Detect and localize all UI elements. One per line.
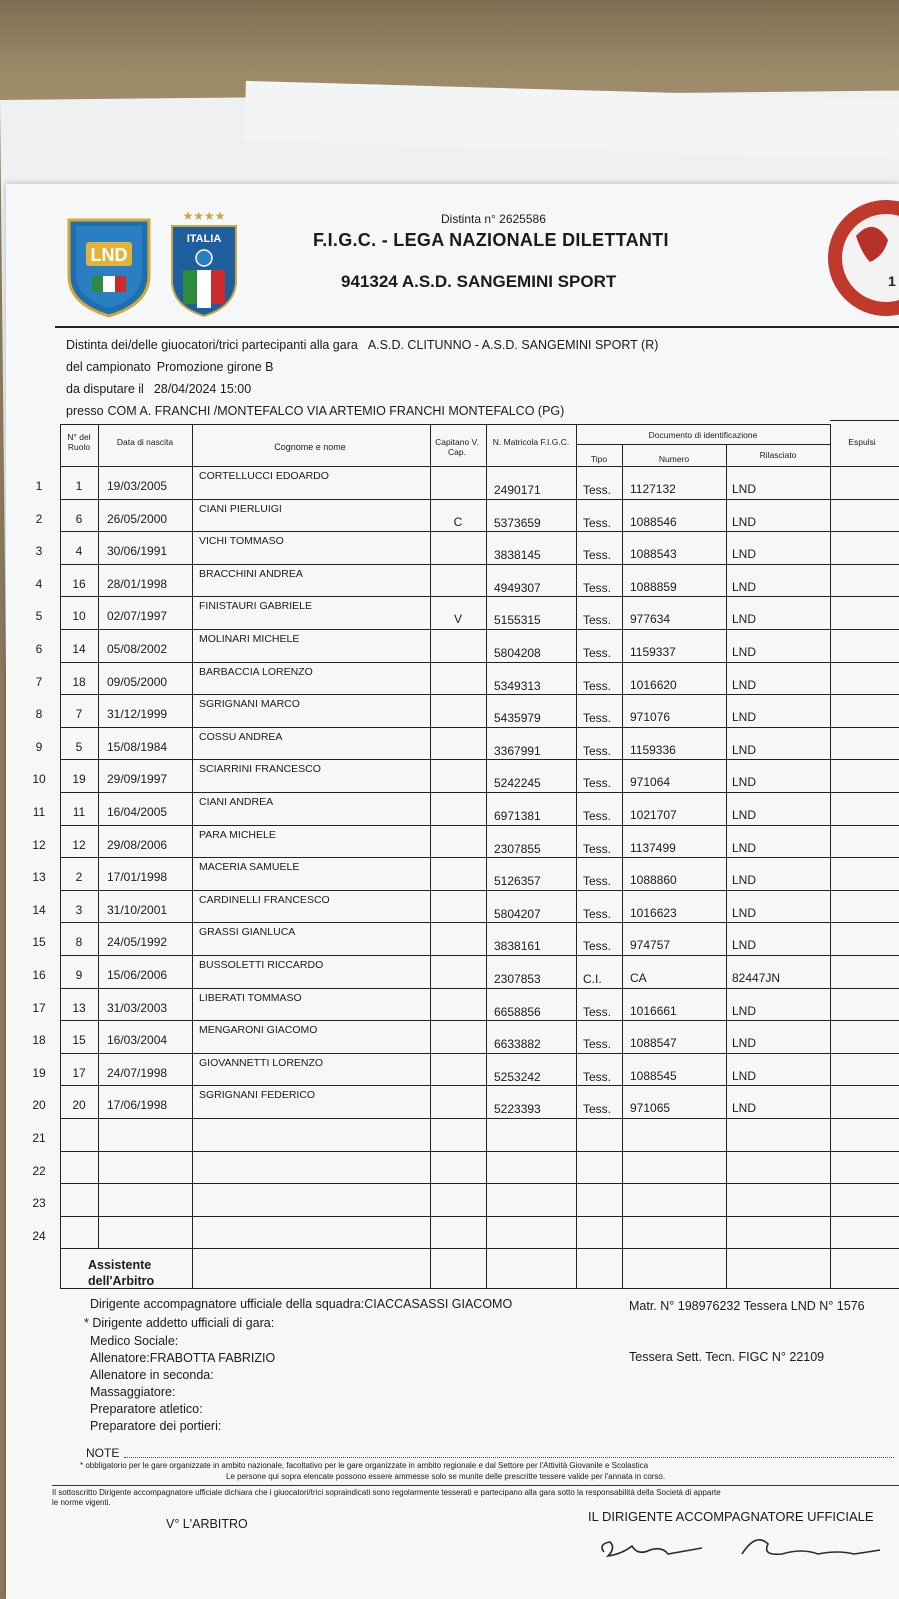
table-rule (60, 694, 899, 695)
cell-nascita: 15/08/1984 (107, 740, 168, 754)
cell-numero: 1159336 (630, 743, 676, 757)
cell-numero: 971076 (630, 710, 671, 724)
cell-numero: 1088546 (630, 515, 677, 529)
cell-ruolo: 14 (72, 642, 86, 656)
cell-ruolo: 9 (75, 968, 83, 982)
row-number: 4 (35, 577, 43, 591)
header-numero: Numero (658, 454, 690, 464)
cell-nome: GRASSI GIANLUCA (199, 926, 296, 938)
cell-nascita: 17/06/1998 (107, 1098, 168, 1112)
italia-figc-logo (169, 208, 239, 318)
cell-matricola: 4949307 (494, 581, 541, 595)
table-column-rule (622, 444, 623, 1288)
cell-ruolo: 18 (72, 675, 86, 689)
table-rule (60, 825, 899, 826)
dirigente-ufficiale: Dirigente accompagnatore ufficiale della squadra:CIACCASASSI GIACOMO (90, 1297, 513, 1311)
cell-nome: MENGARONI GIACOMO (199, 1024, 318, 1036)
cell-nascita: 31/03/2003 (107, 1001, 168, 1015)
cell-numero: 1016623 (630, 906, 677, 920)
cell-nome: MOLINARI MICHELE (199, 633, 300, 645)
table-column-rule (60, 424, 61, 1288)
cell-matricola: 5242245 (494, 776, 541, 790)
cell-nascita: 26/05/2000 (107, 512, 168, 526)
cell-numero: 1159337 (630, 645, 676, 659)
table-rule (60, 1288, 899, 1289)
declaration-text: Il sottoscritto Dirigente accompagnatore ufficiale dichiara che i giuocatori/trici sopraindicati sono regolarmente tesserati e partecipano alla gara sotto la responsabilità della Società di apparte (52, 1488, 721, 1497)
cell-matricola: 5223393 (494, 1102, 541, 1116)
cell-rilasciato: LND (732, 482, 757, 496)
note-obbligatorio: * obbligatorio per le gare organizzate in ambito nazionale, facoltativo per le gare organizzate in ambito regionale e dal Settore per l'Attività Giovanile e Scolastica (80, 1461, 649, 1470)
preparatore-atletico: Preparatore atletico: (90, 1402, 203, 1416)
footer-rule (52, 1485, 899, 1486)
cell-ruolo: 7 (75, 707, 83, 721)
table-column-rule (726, 444, 727, 1288)
cell-matricola: 6633882 (494, 1037, 541, 1051)
row-number: 10 (32, 772, 46, 786)
cell-matricola: 2307855 (494, 842, 541, 856)
cell-ruolo: 12 (72, 838, 86, 852)
table-rule (60, 596, 899, 597)
date-label: da disputare il (66, 382, 144, 396)
row-number: 3 (35, 544, 43, 558)
row-number: 2 (35, 512, 43, 526)
championship-label: del campionato (66, 360, 151, 374)
assistente-label-1: Assistente (88, 1258, 152, 1272)
cell-matricola: 5435979 (494, 711, 541, 725)
row-number: 16 (32, 968, 46, 982)
cell-numero: 1127132 (630, 482, 676, 496)
table-rule (60, 466, 899, 467)
row-number: 6 (35, 642, 43, 656)
cell-nascita: 16/04/2005 (107, 805, 168, 819)
cell-nascita: 02/07/1997 (107, 609, 168, 623)
cell-ruolo: 5 (75, 740, 83, 754)
cell-ruolo: 3 (75, 903, 83, 917)
cell-nascita: 31/12/1999 (107, 707, 168, 721)
header-nascita: Data di nascita (116, 437, 174, 447)
distinta-number: Distinta n° 2625586 (441, 212, 546, 226)
header-tipo: Tipo (590, 454, 608, 464)
cell-matricola: 5373659 (494, 516, 541, 530)
row-number: 17 (32, 1001, 46, 1015)
table-rule (60, 1118, 899, 1119)
cell-tipo: Tess. (583, 483, 612, 497)
cell-nascita: 24/07/1998 (107, 1066, 168, 1080)
header-documento: Documento di identificazione (648, 430, 758, 440)
cell-tipo: Tess. (583, 842, 612, 856)
cell-numero: CA (630, 971, 647, 985)
svg-text:LND: LND (90, 245, 128, 265)
cell-nascita: 16/03/2004 (107, 1033, 168, 1047)
cell-nome: COSSU ANDREA (199, 731, 283, 743)
cell-rilasciato: LND (732, 808, 757, 822)
header-ruolo: N° del Ruolo (67, 432, 91, 452)
cell-nome: SGRIGNANI FEDERICO (199, 1089, 316, 1101)
table-rule (60, 1151, 899, 1152)
cell-nascita: 31/10/2001 (107, 903, 168, 917)
cell-ruolo: 15 (72, 1033, 86, 1047)
preparatore-portieri: Preparatore dei portieri: (90, 1419, 222, 1433)
cell-matricola: 5155315 (494, 613, 541, 627)
cell-rilasciato: LND (732, 775, 757, 789)
table-column-rule (430, 424, 431, 1288)
cell-nascita: 05/08/2002 (107, 642, 168, 656)
cell-tipo: Tess. (583, 1037, 612, 1051)
table-rule (60, 922, 899, 923)
cell-rilasciato: LND (732, 1101, 757, 1115)
cell-nascita: 15/06/2006 (107, 968, 168, 982)
cell-ruolo: 17 (72, 1066, 86, 1080)
cell-nascita: 24/05/1992 (107, 935, 168, 949)
cell-ruolo: 6 (75, 512, 83, 526)
cell-rilasciato: LND (732, 906, 757, 920)
cell-rilasciato: LND (732, 580, 757, 594)
cell-capitano: C (453, 515, 463, 529)
cell-tipo: Tess. (583, 1102, 612, 1116)
cell-rilasciato: LND (732, 547, 757, 561)
row-number: 21 (32, 1131, 46, 1145)
cell-tipo: Tess. (583, 939, 612, 953)
cell-nascita: 29/09/1997 (107, 772, 168, 786)
table-column-rule (576, 424, 577, 1288)
table-column-rule (486, 424, 487, 1288)
cell-tipo: Tess. (583, 581, 612, 595)
championship-line (66, 360, 274, 374)
cell-nome: BARBACCIA LORENZO (199, 666, 313, 678)
table-rule (60, 955, 899, 956)
cell-tipo: Tess. (583, 679, 612, 693)
table-rule (830, 420, 899, 421)
cell-nome: BUSSOLETTI RICCARDO (199, 959, 324, 971)
document-title: F.I.G.C. - LEGA NAZIONALE DILETTANTI (313, 230, 669, 250)
cell-rilasciato: LND (732, 841, 757, 855)
cell-matricola: 2307853 (494, 972, 541, 986)
table-rule (60, 857, 899, 858)
cell-nome: CORTELLUCCI EDOARDO (199, 470, 329, 482)
lnd-logo (66, 216, 152, 318)
cell-matricola: 3838161 (494, 939, 541, 953)
cell-tipo: Tess. (583, 711, 612, 725)
cell-nome: SCIARRINI FRANCESCO (199, 763, 321, 775)
cell-nascita: 28/01/1998 (107, 577, 168, 591)
table-rule (60, 1183, 899, 1184)
row-number: 18 (32, 1033, 46, 1047)
header-espulsi: Espulsi (848, 437, 876, 447)
table-column-rule (192, 424, 193, 1288)
cell-ruolo: 8 (75, 935, 83, 949)
table-rule (60, 1248, 899, 1249)
cell-matricola: 5804208 (494, 646, 541, 660)
row-number: 19 (32, 1066, 46, 1080)
table-rule (60, 1053, 899, 1054)
svg-text:ITALIA: ITALIA (186, 233, 222, 245)
table-rule (60, 1216, 899, 1217)
cell-numero: 971064 (630, 775, 671, 789)
cell-nome: VICHI TOMMASO (199, 535, 284, 547)
cell-numero: 1088547 (630, 1036, 677, 1050)
date-value: 28/04/2024 15:00 (153, 382, 252, 396)
cell-nome: BRACCHINI ANDREA (199, 568, 303, 580)
venue-line (66, 404, 564, 418)
cell-ruolo: 2 (75, 870, 83, 884)
cell-matricola: 5804207 (494, 907, 541, 921)
cell-matricola: 5349313 (494, 679, 541, 693)
note-tessere: Le persone qui sopra elencate possono essere ammesse solo se munite delle prescritte tessere valide per l'annata in corso. (226, 1472, 666, 1481)
cell-tipo: Tess. (583, 516, 612, 530)
cell-rilasciato: LND (732, 938, 757, 952)
cell-numero: 1016661 (630, 1004, 677, 1018)
cell-tipo: Tess. (583, 548, 612, 562)
cell-matricola: 5253242 (494, 1070, 541, 1084)
cell-tipo: Tess. (583, 1070, 612, 1084)
table-column-rule (830, 424, 831, 1288)
arbitro-signature-label: V° L'ARBITRO (166, 1517, 248, 1531)
cell-rilasciato: LND (732, 612, 757, 626)
cell-ruolo: 16 (72, 577, 86, 591)
cell-numero: 1137499 (630, 841, 676, 855)
cell-tipo: Tess. (583, 776, 612, 790)
cell-nascita: 09/05/2000 (107, 675, 168, 689)
massaggiatore: Massaggiatore: (90, 1385, 176, 1399)
cell-ruolo: 11 (72, 805, 86, 819)
cell-numero: 971065 (630, 1101, 671, 1115)
cell-tipo: Tess. (583, 1005, 612, 1019)
cell-ruolo: 20 (72, 1098, 86, 1112)
match-label: Distinta dei/delle giuocatori/trici partecipanti alla gara (66, 338, 358, 352)
note-dotted-line (124, 1457, 894, 1458)
cell-rilasciato: LND (732, 873, 757, 887)
header-rule (55, 326, 899, 328)
row-number: 15 (32, 935, 46, 949)
match-value: A.S.D. CLITUNNO - A.S.D. SANGEMINI SPORT (R) (367, 338, 659, 352)
medico-sociale: Medico Sociale: (90, 1334, 179, 1348)
cell-tipo: C.I. (583, 972, 602, 986)
cell-nome: CIANI ANDREA (199, 796, 274, 808)
club-logo (826, 196, 899, 320)
cell-nascita: 30/06/1991 (107, 544, 168, 558)
cell-rilasciato: LND (732, 743, 757, 757)
table-rule (60, 499, 899, 500)
cell-numero: 1088545 (630, 1069, 677, 1083)
cell-rilasciato: LND (732, 1069, 757, 1083)
table-rule (60, 629, 899, 630)
matricola-dirigente: Matr. N° 198976232 Tessera LND N° 1576 (629, 1299, 865, 1313)
header-capitano: Capitano V. Cap. (435, 437, 479, 457)
cell-nome: MACERIA SAMUELE (199, 861, 300, 873)
row-number: 24 (32, 1229, 46, 1243)
cell-tipo: Tess. (583, 809, 612, 823)
cell-numero: 977634 (630, 612, 671, 626)
cell-numero: 1088860 (630, 873, 677, 887)
row-number: 12 (32, 838, 46, 852)
cell-tipo: Tess. (583, 613, 612, 627)
cell-nome: FINISTAURI GABRIELE (199, 600, 312, 612)
cell-nascita: 19/03/2005 (107, 479, 168, 493)
dirigente-addetto: * Dirigente addetto ufficiali di gara: (84, 1316, 275, 1330)
cell-rilasciato: LND (732, 515, 757, 529)
declaration-text-2: le norme vigenti. (52, 1498, 111, 1507)
cell-nome: SGRIGNANI MARCO (199, 698, 300, 710)
row-number: 11 (32, 805, 46, 819)
row-number: 1 (35, 479, 43, 493)
table-rule (60, 890, 899, 891)
cell-rilasciato: LND (732, 645, 757, 659)
table-rule (60, 759, 899, 760)
cell-nome: LIBERATI TOMMASO (199, 992, 302, 1004)
cell-numero: 1016620 (630, 678, 677, 692)
cell-rilasciato: LND (732, 1036, 757, 1050)
table-rule (60, 988, 899, 989)
cell-tipo: Tess. (583, 874, 612, 888)
row-number: 5 (35, 609, 43, 623)
row-number: 9 (35, 740, 43, 754)
championship-value: Promozione girone B (156, 360, 274, 374)
svg-text:★★★★: ★★★★ (182, 209, 226, 223)
cell-rilasciato: LND (732, 1004, 757, 1018)
cell-matricola: 6658856 (494, 1005, 541, 1019)
cell-numero: 1088859 (630, 580, 677, 594)
cell-tipo: Tess. (583, 646, 612, 660)
handwritten-signature (592, 1524, 892, 1564)
table-rule (60, 727, 899, 728)
table-rule (60, 1085, 899, 1086)
cell-nome: PARA MICHELE (199, 829, 276, 841)
cell-matricola: 5126357 (494, 874, 541, 888)
row-number: 8 (35, 707, 43, 721)
cell-rilasciato: LND (732, 678, 757, 692)
table-rule (60, 564, 899, 565)
header-nome: Cognome e nome (274, 442, 346, 452)
cell-numero: 974757 (630, 938, 671, 952)
cell-capitano: V (453, 612, 462, 626)
table-rule (60, 792, 899, 793)
table-rule (60, 662, 899, 663)
note-label: NOTE (86, 1446, 120, 1460)
table-rule (60, 1020, 899, 1021)
club-logo-text (830, 205, 831, 206)
dirigente-signature-label: IL DIRIGENTE ACCOMPAGNATORE UFFICIALE (588, 1509, 874, 1524)
allenatore-seconda: Allenatore in seconda: (90, 1368, 214, 1382)
date-line (66, 382, 251, 396)
row-number: 20 (32, 1098, 46, 1112)
assistente-label-2: dell'Arbitro (88, 1274, 155, 1288)
cell-rilasciato: 82447JN (732, 971, 781, 985)
header-rilasciato: Rilasciato (759, 450, 797, 460)
cell-rilasciato: LND (732, 710, 757, 724)
cell-nome: GIOVANNETTI LORENZO (199, 1057, 324, 1069)
cell-nascita: 29/08/2006 (107, 838, 168, 852)
cell-nome: CIANI PIERLUIGI (199, 503, 282, 515)
cell-matricola: 2490171 (494, 483, 541, 497)
cell-ruolo: 1 (75, 479, 83, 493)
cell-nascita: 17/01/1998 (107, 870, 168, 884)
table-column-rule (98, 424, 99, 1248)
table-rule (576, 444, 830, 445)
row-number: 13 (32, 870, 46, 884)
tessera-tecnico: Tessera Sett. Tecn. FIGC N° 22109 (629, 1350, 825, 1364)
cell-ruolo: 4 (75, 544, 83, 558)
match-line (66, 338, 658, 352)
cell-tipo: Tess. (583, 907, 612, 921)
cell-matricola: 3838145 (494, 548, 541, 562)
cell-ruolo: 19 (72, 772, 86, 786)
cell-ruolo: 10 (72, 609, 86, 623)
cell-matricola: 6971381 (494, 809, 541, 823)
table-rule (60, 531, 899, 532)
header-matricola: N. Matricola F.I.G.C. (492, 437, 570, 447)
cell-ruolo: 13 (72, 1001, 86, 1015)
row-number: 22 (32, 1164, 46, 1178)
table-rule (60, 424, 830, 425)
cell-matricola: 3367991 (494, 744, 541, 758)
cell-numero: 1088543 (630, 547, 677, 561)
row-number: 23 (32, 1196, 46, 1210)
venue-label: presso (66, 404, 104, 418)
row-number: 7 (35, 675, 43, 689)
team-name: 941324 A.S.D. SANGEMINI SPORT (341, 272, 617, 291)
svg-text:1: 1 (888, 273, 896, 289)
cell-numero: 1021707 (630, 808, 677, 822)
venue-value: COM A. FRANCHI /MONTEFALCO VIA ARTEMIO FRANCHI MONTEFALCO (PG) (107, 404, 565, 418)
cell-tipo: Tess. (583, 744, 612, 758)
allenatore: Allenatore:FRABOTTA FABRIZIO (90, 1351, 276, 1365)
cell-nome: CARDINELLI FRANCESCO (199, 894, 330, 906)
row-number: 14 (32, 903, 46, 917)
